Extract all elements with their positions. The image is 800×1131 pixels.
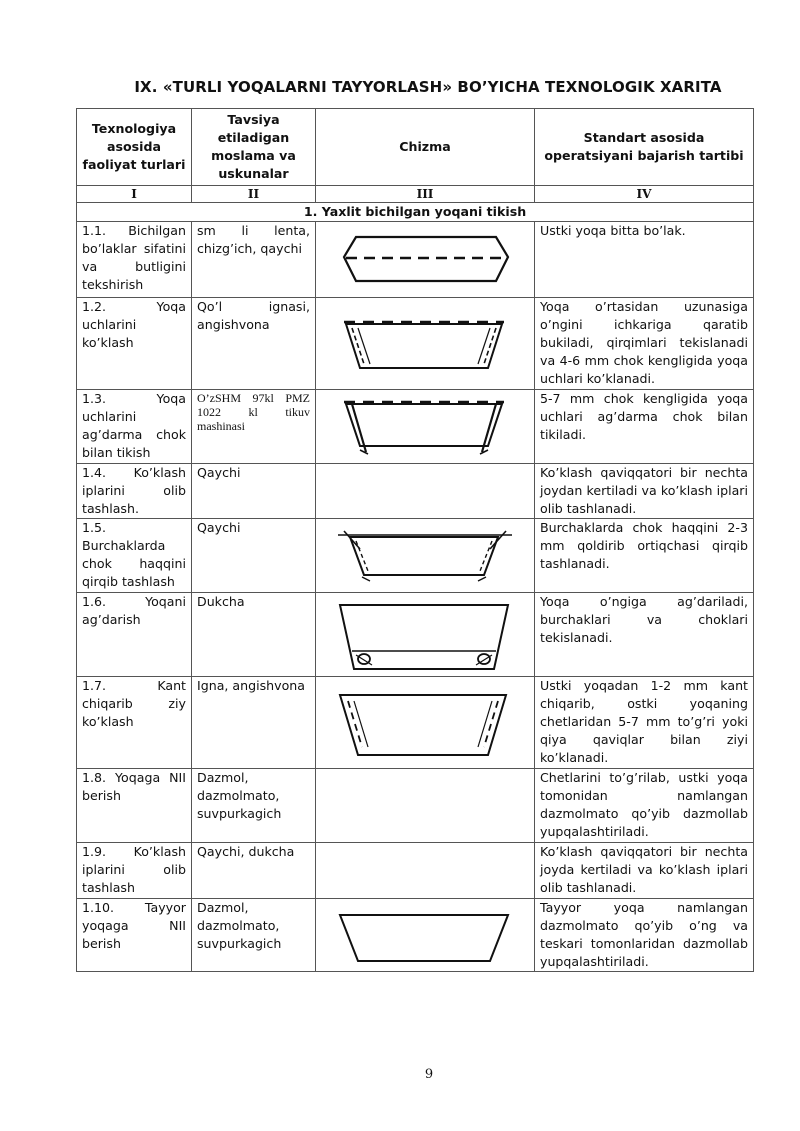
table-row [77, 222, 754, 298]
technology-map-table [76, 108, 754, 972]
header-procedure: Standart asosida operatsiyani bajarish tartibi [535, 109, 754, 186]
step-cell: 1.8. Yoqaga NII berish [77, 769, 192, 843]
step-cell: 1.10. Tayyor yoqaga NII berish [77, 899, 192, 972]
header-activity: Texnologiya asosida faoliyat turlari [77, 109, 192, 186]
page-number: 9 [424, 1067, 434, 1082]
tool-cell: sm li lenta, chizg’ich, qaychi [192, 222, 316, 298]
procedure-cell: Ustki yoqadan 1-2 mm kant chiqarib, ostki yoqaning chetlaridan 5-7 mm to’g’ri yoki qiya qaviqlar bilan ziyi ko’klanadi. [535, 677, 754, 769]
step-cell: 1.5. Burchaklarda chok haqqini qirqib tashlash [77, 519, 192, 593]
corner-trim-drawing [316, 519, 534, 591]
drawing-cell [316, 899, 535, 972]
tool-cell: Dazmol, dazmolmato, suvpurkagich [192, 899, 316, 972]
header-row [77, 109, 754, 186]
step-cell: 1.3. Yoqa uchlarini ag’darma chok bilan tikish [77, 390, 192, 464]
procedure-cell: Burchaklarda chok haqqini 2-3 mm qoldirib ortiqchasi qirqib tashlanadi. [535, 519, 754, 593]
section-title: 1. Yaxlit bichilgan yoqani tikish [77, 203, 754, 222]
tool-cell: Qaychi, dukcha [192, 843, 316, 899]
step-cell: 1.4. Ko’klash iplarini olib tashlash. [77, 464, 192, 519]
drawing-cell [316, 843, 535, 899]
step-cell: 1.6. Yoqani ag’darish [77, 593, 192, 677]
header-tools: Tavsiya etiladigan moslama va uskunalar [192, 109, 316, 186]
drawing-cell [316, 593, 535, 677]
procedure-cell: Yoqa o’ngiga ag’dariladi, burchaklari va choklari tekislanadi. [535, 593, 754, 677]
collar-tacked-ends-drawing [316, 298, 534, 388]
column-number: I [77, 186, 192, 203]
table-row [77, 390, 754, 464]
procedure-cell: Yoqa o’rtasidan uzunasiga o’ngini ichkariga qaratib bukiladi, qirqimlari tekislanadi va 4-6 mm chok kengligida yoqa uchlari ko’klanadi. [535, 298, 754, 390]
collar-stitched-ends-drawing [316, 390, 534, 462]
procedure-cell: Chetlarini to’g’rilab, ustki yoqa tomonidan namlangan dazmolmato qo’yib dazmollab yupqalashtiriladi. [535, 769, 754, 843]
step-cell: 1.9. Ko’klash iplarini olib tashlash [77, 843, 192, 899]
drawing-cell [316, 390, 535, 464]
tool-cell: Qaychi [192, 519, 316, 593]
cut-piece-outline-drawing [316, 222, 534, 296]
column-number: III [316, 186, 535, 203]
table-row [77, 769, 754, 843]
step-cell: 1.2. Yoqa uchlarini ko’klash [77, 298, 192, 390]
tool-cell: Igna, angishvona [192, 677, 316, 769]
tool-cell: Qaychi [192, 464, 316, 519]
procedure-cell: 5-7 mm chok kengligida yoqa uchlari ag’darma chok bilan tikiladi. [535, 390, 754, 464]
page-title: IX. «TURLI YOQALARNI TAYYORLASH» BO’YICHA TEXNOLOGIK XARITA [134, 78, 722, 96]
step-cell: 1.7. Kant chiqarib ziy ko’klash [77, 677, 192, 769]
step-cell: 1.1. Bichilgan bo’laklar sifatini va butligini tekshirish [77, 222, 192, 298]
header-drawing: Chizma [316, 109, 535, 186]
drawing-cell [316, 464, 535, 519]
drawing-cell [316, 769, 535, 843]
procedure-cell: Ko’klash qaviqqatori bir nechta joydan kertiladi va ko’klash iplari olib tashlanadi. [535, 464, 754, 519]
table-row [77, 464, 754, 519]
section-row [77, 203, 754, 222]
table-row [77, 519, 754, 593]
procedure-cell: Tayyor yoqa namlangan dazmolmato qo’yib o’ng va teskari tomonlaridan dazmollab yupqalashtiriladi. [535, 899, 754, 972]
collar-edge-basting-drawing [316, 677, 534, 767]
drawing-cell [316, 222, 535, 298]
column-number-row [77, 186, 754, 203]
procedure-cell: Ko’klash qaviqqatori bir nechta joyda kertiladi va ko’klash iplari olib tashlanadi. [535, 843, 754, 899]
column-number: IV [535, 186, 754, 203]
table-row [77, 298, 754, 390]
tool-cell: Dukcha [192, 593, 316, 677]
tool-cell: Qo’l ignasi, angishvona [192, 298, 316, 390]
table-row [77, 593, 754, 677]
drawing-cell [316, 519, 535, 593]
tool-cell: O’zSHM 97kl PMZ 1022 kl tikuv mashinasi [192, 390, 316, 464]
drawing-cell [316, 298, 535, 390]
drawing-cell [316, 677, 535, 769]
table-row [77, 899, 754, 972]
tool-cell: Dazmol, dazmolmato, suvpurkagich [192, 769, 316, 843]
procedure-cell: Ustki yoqa bitta bo’lak. [535, 222, 754, 298]
table-row [77, 843, 754, 899]
finished-collar-drawing [316, 899, 534, 970]
column-number: II [192, 186, 316, 203]
table-row [77, 677, 754, 769]
collar-turned-drawing [316, 593, 534, 675]
